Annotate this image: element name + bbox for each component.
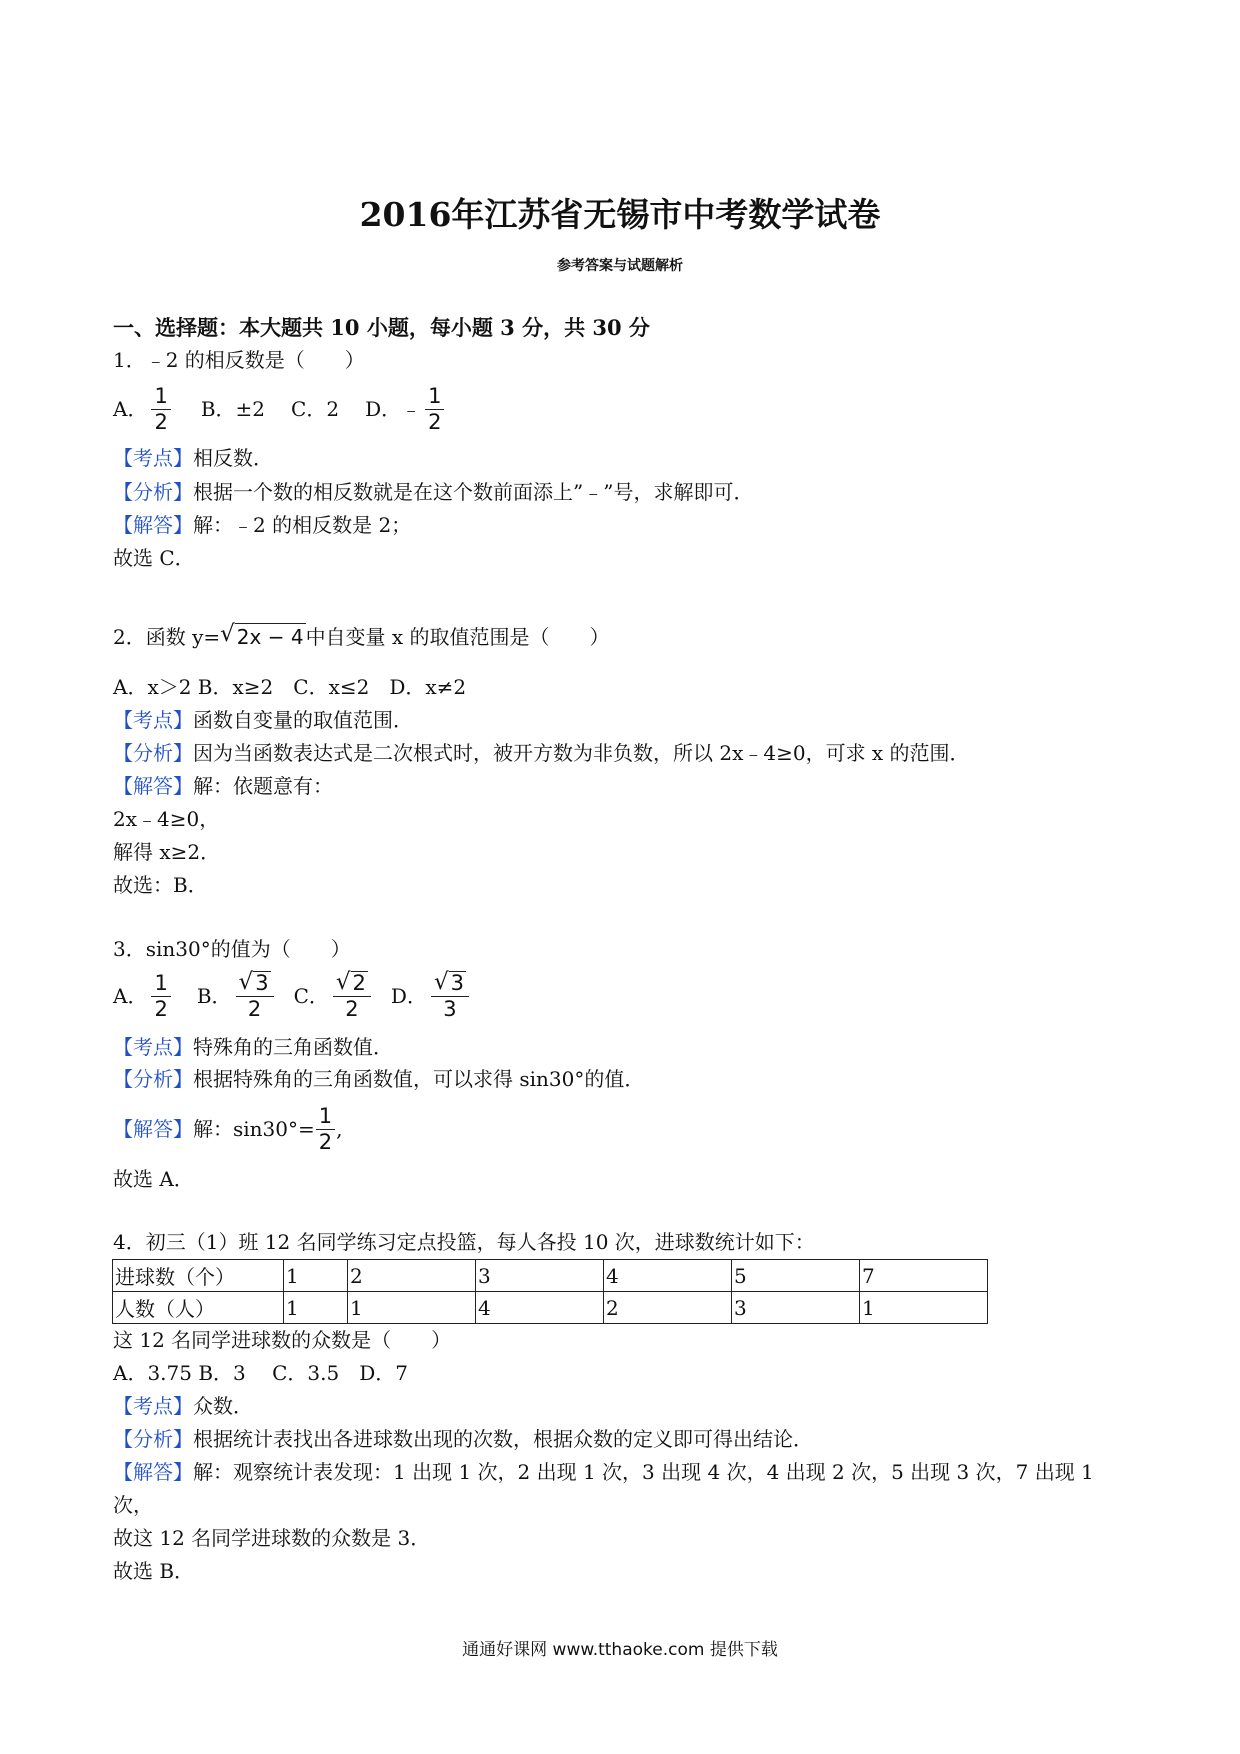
jieda-tag: 【解答】 [113, 774, 193, 798]
q1-jieda: 【解答】解：﹣2 的相反数是 2； [113, 513, 412, 537]
q2-answer: 故选：B． [113, 873, 208, 897]
q1-stem: 1．﹣2 的相反数是（ ） [113, 348, 365, 372]
kaodian-tag: 【考点】 [113, 1394, 193, 1418]
fenxi-tag: 【分析】 [113, 480, 193, 504]
jieda-tag: 【解答】 [113, 1117, 193, 1141]
q1-options [113, 384, 474, 434]
fenxi-tag: 【分析】 [113, 1067, 193, 1091]
q1-option-c: C． 2 [291, 397, 340, 421]
q4-question: 这 12 名同学进球数的众数是（ ） [113, 1328, 452, 1352]
kaodian-tag: 【考点】 [113, 1035, 193, 1059]
table-row [113, 1292, 988, 1324]
q1-option-a: A． $\frac{1}{2}$ [113, 385, 175, 434]
table-cell: 2 [604, 1292, 732, 1324]
q3-answer: 故选 A． [113, 1167, 194, 1191]
q4-stem: 4．初三（1）班 12 名同学练习定点投篮，每人各投 10 次，进球数统计如下： [113, 1230, 815, 1254]
q3-stem: 3．sin30°的值为（ ） [113, 937, 351, 961]
q3-kaodian: 【考点】特殊角的三角函数值． [113, 1035, 393, 1059]
q4-stat-table [112, 1259, 988, 1324]
page-title: 2016年江苏省无锡市中考数学试卷 [359, 195, 881, 234]
section-heading: 一、选择题：本大题共 10 小题，每小题 3 分，共 30 分 [113, 315, 650, 340]
q4-answer: 故选 B． [113, 1559, 195, 1583]
q2-step2: 解得 x≥2． [113, 840, 221, 864]
page-footer: 通通好课网 www.tthaoke.com 提供下载 [462, 1640, 778, 1660]
table-cell: 人数（人） [113, 1292, 284, 1324]
q2-options: A．x＞2 B．x≥2 C．x≤2 D．x≠2 [113, 675, 467, 699]
kaodian-tag: 【考点】 [113, 708, 193, 732]
q2-step1: 2x﹣4≥0， [113, 807, 220, 831]
q3-option-c-fraction: √ 2 2 [333, 971, 371, 1021]
q2-kaodian: 【考点】函数自变量的取值范围． [113, 708, 413, 732]
q2-stem: 2．函数 y= √ 2x − 4 中自变量 x 的取值范围是（ ） [113, 621, 610, 649]
q3-option-d: D． √ 3 3 [391, 971, 473, 1021]
table-cell: 1 [348, 1292, 476, 1324]
table-cell: 4 [604, 1260, 732, 1292]
table-cell: 2 [348, 1260, 476, 1292]
table-cell: 7 [860, 1260, 988, 1292]
q1-option-d: D． ﹣ $\frac{1}{2}$ [365, 385, 448, 434]
q3-fenxi: 【分析】根据特殊角的三角函数值，可以求得 sin30°的值． [113, 1067, 645, 1091]
table-cell: 1 [860, 1292, 988, 1324]
table-cell: 进球数（个） [113, 1260, 284, 1292]
jieda-tag: 【解答】 [113, 1460, 193, 1484]
jieda-tag: 【解答】 [113, 513, 193, 537]
page-subtitle: 参考答案与试题解析 [557, 258, 683, 274]
q4-jieda-cont: 次， [113, 1493, 153, 1517]
q2-sqrt-expression: √ 2x − 4 [220, 621, 304, 649]
q3-option-d-fraction: √ 3 3 [431, 971, 469, 1021]
fenxi-tag: 【分析】 [113, 741, 193, 765]
q1-option-b: B． ±2 [200, 397, 266, 421]
table-cell: 1 [284, 1260, 348, 1292]
q1-fenxi: 【分析】根据一个数的相反数就是在这个数前面添上”﹣”号，求解即可． [113, 480, 754, 504]
q3-option-a-fraction: $\frac{1}{2}$ [151, 972, 170, 1021]
table-cell: 5 [732, 1260, 860, 1292]
q3-option-c: C． √ 2 2 [294, 971, 375, 1021]
q3-jieda-fraction: $\frac{1}{2}$ [316, 1105, 335, 1154]
table-cell: 3 [732, 1292, 860, 1324]
table-row [113, 1260, 988, 1292]
q1-option-a-fraction: $\frac{1}{2}$ [151, 385, 170, 434]
q4-kaodian: 【考点】众数． [113, 1394, 253, 1418]
q2-jieda: 【解答】解：依题意有： [113, 774, 333, 798]
q1-option-d-fraction: $\frac{1}{2}$ [425, 385, 444, 434]
q3-option-b: B． √ 3 2 [197, 971, 278, 1021]
kaodian-tag: 【考点】 [113, 446, 193, 470]
q1-kaodian: 【考点】相反数． [113, 446, 273, 470]
q3-option-a: A． $\frac{1}{2}$ [113, 972, 175, 1021]
q4-fenxi: 【分析】根据统计表找出各进球数出现的次数，根据众数的定义即可得出结论． [113, 1427, 813, 1451]
table-cell: 1 [284, 1292, 348, 1324]
fenxi-tag: 【分析】 [113, 1427, 193, 1451]
q2-fenxi: 【分析】因为当函数表达式是二次根式时，被开方数为非负数，所以 2x﹣4≥0，可求 x 的范围． [113, 741, 970, 765]
q4-options: A．3.75 B．3 C．3.5 D．7 [113, 1361, 408, 1385]
q3-option-b-fraction: √ 3 2 [236, 971, 274, 1021]
q4-jieda: 【解答】解：观察统计表发现：1 出现 1 次，2 出现 1 次，3 出现 4 次，4 出现 2 次，5 出现 3 次，7 出现 1 [113, 1460, 1094, 1484]
table-cell: 4 [476, 1292, 604, 1324]
q4-conclusion: 故这 12 名同学进球数的众数是 3． [113, 1526, 431, 1550]
q3-jieda: 【解答】 解：sin30°= $\frac{1}{2}$ , [113, 1103, 343, 1154]
table-cell: 3 [476, 1260, 604, 1292]
q3-options [113, 968, 499, 1024]
q1-answer: 故选 C． [113, 546, 195, 570]
